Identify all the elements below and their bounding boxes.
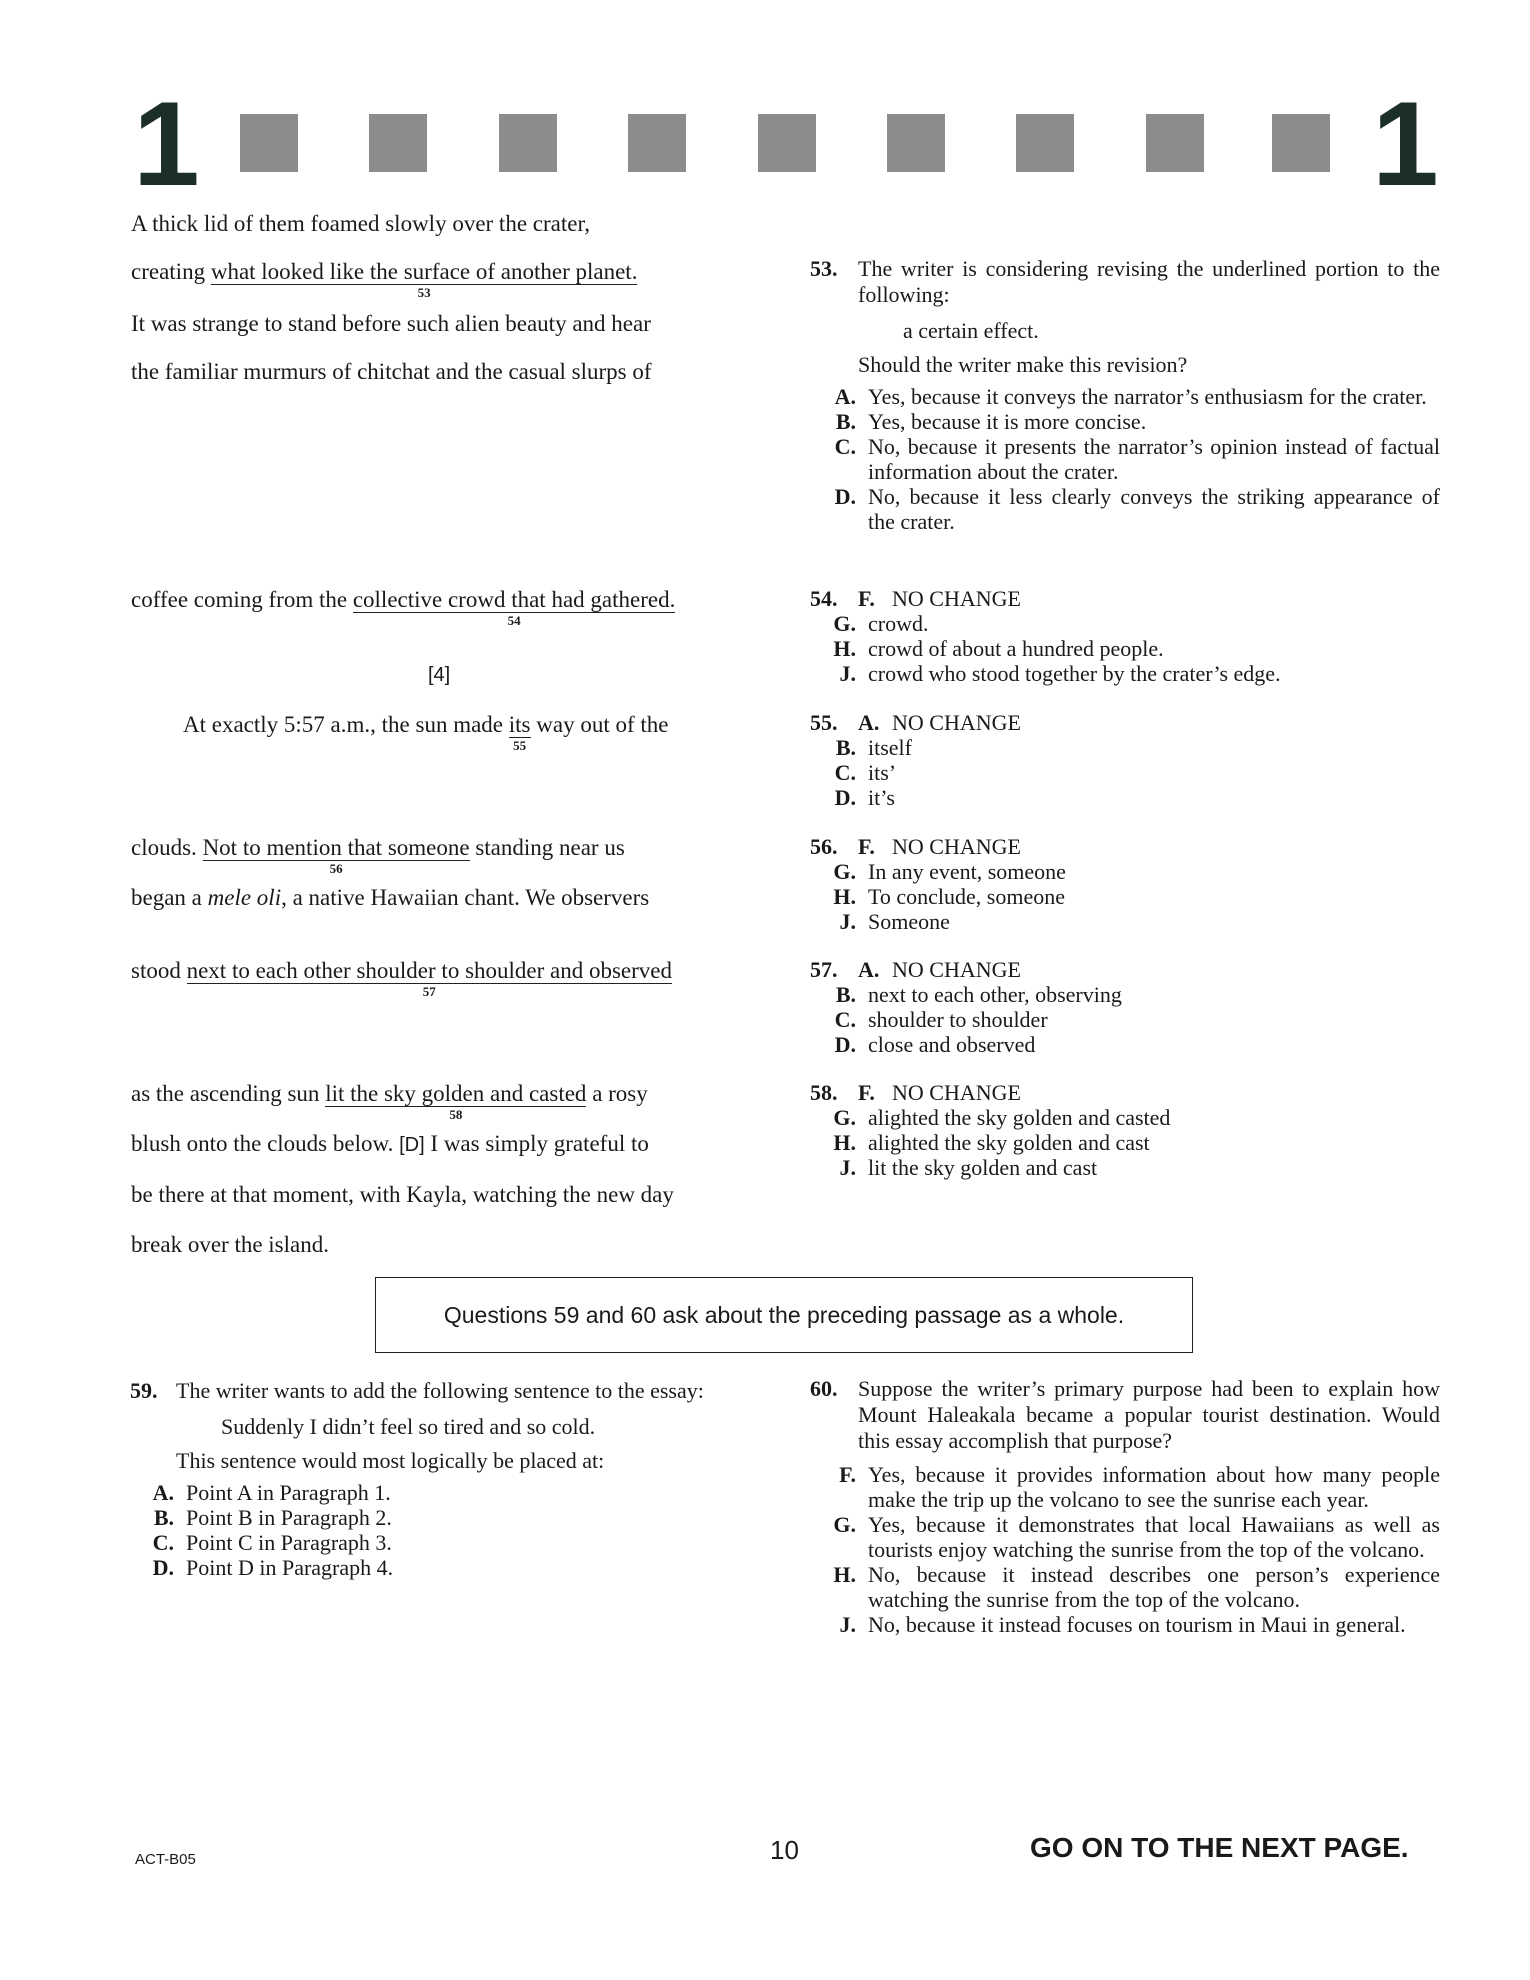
question-number: 59. bbox=[130, 1378, 158, 1403]
header-square bbox=[499, 114, 557, 172]
header-square bbox=[240, 114, 298, 172]
option-56-g[interactable]: G. In any event, someone bbox=[833, 859, 1066, 884]
passage-line: At exactly 5:57 a.m., the sun made its 55 way out of the bbox=[183, 712, 669, 753]
passage-line: began a mele oli, a native Hawaiian chant. We observers bbox=[131, 885, 650, 910]
header-square bbox=[1016, 114, 1074, 172]
passage-line: clouds. Not to mention that someone 56 standing near us bbox=[131, 835, 625, 876]
option-56-f[interactable]: F. NO CHANGE bbox=[858, 834, 1021, 859]
option-55-d[interactable]: D. it’s bbox=[834, 785, 895, 810]
passage-line: stood next to each other shoulder to shoulder and observed 57 bbox=[131, 958, 673, 999]
passage-line: coffee coming from the collective crowd that had gathered. 54 bbox=[131, 587, 676, 628]
option-60-h[interactable]: H. No, because it instead describes one person’s experience watching the sunrise from the top of the volcano. bbox=[833, 1562, 1440, 1612]
question-58 bbox=[810, 1080, 1440, 1180]
option-53-d[interactable]: D. No, because it less clearly conveys the striking appearance of the crater. bbox=[834, 484, 1440, 534]
option-56-h[interactable]: H. To conclude, someone bbox=[833, 884, 1066, 909]
question-ref-57: 57 bbox=[422, 984, 436, 999]
underlined-portion-54[interactable]: collective crowd that had gathered. 54 bbox=[352, 587, 676, 628]
question-number: 60. bbox=[810, 1376, 838, 1401]
option-58-h[interactable]: H. alighted the sky golden and cast bbox=[833, 1130, 1150, 1155]
option-58-g[interactable]: G. alighted the sky golden and casted bbox=[833, 1105, 1171, 1130]
option-59-a[interactable]: A. Point A in Paragraph 1. bbox=[152, 1480, 391, 1505]
question-56 bbox=[810, 834, 1440, 934]
question-ref-53: 53 bbox=[417, 285, 431, 300]
underlined-portion-58[interactable]: lit the sky golden and casted 58 bbox=[325, 1081, 587, 1122]
passage-line: break over the island. bbox=[131, 1232, 329, 1257]
option-57-a[interactable]: A. NO CHANGE bbox=[858, 957, 1021, 982]
question-55 bbox=[810, 710, 1440, 810]
underlined-portion-55[interactable]: its 55 bbox=[508, 712, 531, 753]
option-54-f[interactable]: F. NO CHANGE bbox=[858, 586, 1021, 611]
question-number: 55. bbox=[810, 710, 838, 735]
option-55-a[interactable]: A. NO CHANGE bbox=[858, 710, 1021, 735]
question-ref-54: 54 bbox=[507, 613, 521, 628]
question-ref-56: 56 bbox=[329, 861, 343, 876]
option-57-b[interactable]: B. next to each other, observing bbox=[835, 982, 1122, 1007]
point-d-marker: [D] bbox=[399, 1134, 425, 1156]
whole-passage-instruction: Questions 59 and 60 ask about the preceding passage as a whole. bbox=[443, 1301, 1125, 1328]
question-stem: Suppose the writer’s primary purpose had been to explain how Mount Haleakala became a popular tourist destination. Would this essay accomplish that purpose? bbox=[858, 1376, 1440, 1453]
option-59-d[interactable]: D. Point D in Paragraph 4. bbox=[152, 1555, 394, 1580]
page-number: 10 bbox=[770, 1835, 799, 1865]
question-54 bbox=[810, 586, 1440, 686]
whole-passage-box bbox=[375, 1277, 1193, 1353]
option-54-h[interactable]: H. crowd of about a hundred people. bbox=[833, 636, 1164, 661]
question-57 bbox=[810, 957, 1440, 1057]
option-58-j[interactable]: J. lit the sky golden and cast bbox=[839, 1155, 1098, 1180]
mele-oli-term: mele oli bbox=[207, 885, 282, 910]
passage-line: the familiar murmurs of chitchat and the casual slurps of bbox=[131, 359, 652, 384]
passage-line: blush onto the clouds below. [D] I was simply grateful to bbox=[131, 1131, 649, 1156]
revision-quote: a certain effect. bbox=[903, 318, 1039, 343]
option-57-d[interactable]: D. close and observed bbox=[834, 1032, 1036, 1057]
header-square bbox=[887, 114, 945, 172]
passage-line: It was strange to stand before such alien beauty and hear bbox=[131, 311, 651, 336]
question-ref-58: 58 bbox=[449, 1107, 463, 1122]
question-stem: The writer is considering revising the underlined portion to the following: bbox=[858, 256, 1440, 307]
option-54-g[interactable]: G. crowd. bbox=[833, 611, 929, 636]
option-53-a[interactable]: A. Yes, because it conveys the narrator’s enthusiasm for the crater. bbox=[834, 384, 1427, 409]
section-number-right: 1 bbox=[1372, 77, 1439, 211]
question-prompt: Should the writer make this revision? bbox=[858, 352, 1188, 377]
question-60 bbox=[810, 1376, 1440, 1637]
question-number: 58. bbox=[810, 1080, 838, 1105]
question-prompt: This sentence would most logically be placed at: bbox=[176, 1448, 605, 1473]
question-53 bbox=[810, 256, 1440, 534]
underlined-portion-57[interactable]: next to each other shoulder to shoulder and observed 57 bbox=[186, 958, 673, 999]
question-number: 54. bbox=[810, 586, 838, 611]
option-55-c[interactable]: C. its’ bbox=[834, 760, 897, 785]
option-60-g[interactable]: G. Yes, because it demonstrates that local Hawaiians as well as tourists enjoy watching the sunrise from the top of the volcano. bbox=[833, 1512, 1440, 1562]
header-square bbox=[1272, 114, 1330, 172]
question-number: 56. bbox=[810, 834, 838, 859]
option-60-f[interactable]: F. Yes, because it provides information about how many people make the trip up the volcano to see the sunrise each year. bbox=[839, 1462, 1440, 1512]
option-60-j[interactable]: J. No, because it instead focuses on tourism in Maui in general. bbox=[839, 1612, 1406, 1637]
option-54-j[interactable]: J. crowd who stood together by the crater’s edge. bbox=[839, 661, 1281, 686]
question-number: 53. bbox=[810, 256, 838, 281]
option-57-c[interactable]: C. shoulder to shoulder bbox=[834, 1007, 1048, 1032]
question-ref-55: 55 bbox=[513, 738, 527, 753]
passage-line: creating what looked like the surface of another planet. 53 bbox=[131, 259, 638, 300]
option-58-f[interactable]: F. NO CHANGE bbox=[858, 1080, 1021, 1105]
option-59-b[interactable]: B. Point B in Paragraph 2. bbox=[153, 1505, 392, 1530]
header-square bbox=[1146, 114, 1204, 172]
question-stem: The writer wants to add the following sentence to the essay: bbox=[176, 1378, 704, 1403]
passage-line: A thick lid of them foamed slowly over the crater, bbox=[131, 211, 590, 236]
next-page-notice: GO ON TO THE NEXT PAGE. bbox=[1030, 1832, 1409, 1863]
option-53-b[interactable]: B. Yes, because it is more concise. bbox=[835, 409, 1147, 434]
option-55-b[interactable]: B. itself bbox=[835, 735, 912, 760]
header-square bbox=[369, 114, 427, 172]
underlined-portion-56[interactable]: Not to mention that someone 56 bbox=[202, 835, 470, 876]
passage-line: as the ascending sun lit the sky golden and casted 58 a rosy bbox=[131, 1081, 648, 1122]
option-53-c[interactable]: C. No, because it presents the narrator’s opinion instead of factual information about the crater. bbox=[834, 434, 1440, 484]
added-sentence-quote: Suddenly I didn’t feel so tired and so cold. bbox=[221, 1414, 596, 1439]
form-code: ACT-B05 bbox=[135, 1851, 196, 1868]
header-square bbox=[758, 114, 816, 172]
section-number-left: 1 bbox=[133, 77, 200, 211]
header-square bbox=[628, 114, 686, 172]
paragraph-marker: [4] bbox=[428, 664, 451, 686]
question-number: 57. bbox=[810, 957, 838, 982]
question-59 bbox=[130, 1378, 760, 1580]
option-56-j[interactable]: J. Someone bbox=[839, 909, 950, 934]
underlined-portion-53[interactable]: what looked like the surface of another planet. 53 bbox=[210, 259, 638, 300]
passage-line: be there at that moment, with Kayla, watching the new day bbox=[131, 1182, 674, 1207]
option-59-c[interactable]: C. Point C in Paragraph 3. bbox=[152, 1530, 392, 1555]
